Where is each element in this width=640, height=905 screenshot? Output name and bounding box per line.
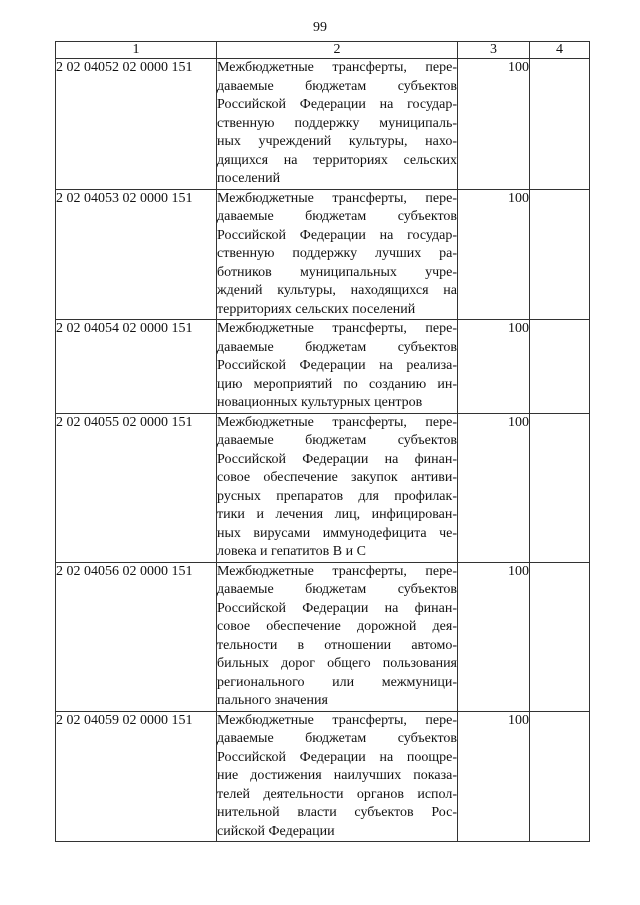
description-line: Межбюджетные трансферты, пере- xyxy=(217,712,457,728)
budget-code-cell: 2 02 04055 02 0000 151 xyxy=(56,413,217,562)
description-cell xyxy=(217,59,458,190)
description-line: Российской Федерации на финан- xyxy=(217,451,457,467)
description-line: ботников муниципальных учре- xyxy=(217,264,457,280)
table-header-row xyxy=(56,42,590,59)
header-col-1: 1 xyxy=(56,42,217,59)
description-line: даваемые бюджетам субъектов xyxy=(217,433,457,448)
description-line: пального значения xyxy=(217,693,328,708)
table-row xyxy=(56,59,590,190)
description-line: территориях сельских поселений xyxy=(217,301,416,317)
column-4-cell xyxy=(530,413,590,562)
description-cell xyxy=(217,711,458,842)
description-line: русных препаратов для профилак- xyxy=(217,488,457,504)
description-line: ственную поддержку муниципаль- xyxy=(217,115,457,131)
budget-code-cell: 2 02 04056 02 0000 151 xyxy=(56,562,217,711)
description-line: Межбюджетные трансферты, пере- xyxy=(217,563,457,579)
amount-cell: 100 xyxy=(458,320,530,414)
description-line: Межбюджетные трансферты, пере- xyxy=(217,414,457,430)
description-line: тики и лечения лиц, инфицирован- xyxy=(217,507,457,522)
column-4-cell xyxy=(530,59,590,190)
description-line: совое обеспечение дорожной дея- xyxy=(217,619,457,634)
table-row xyxy=(56,189,590,320)
description-line: телей деятельности органов испол- xyxy=(217,786,457,802)
description-line: Российской Федерации на финан- xyxy=(217,600,457,616)
page-number: 99 xyxy=(313,20,327,35)
amount-cell: 100 xyxy=(458,711,530,842)
description-line: совое обеспечение закупок антиви- xyxy=(217,470,457,485)
column-4-cell xyxy=(530,189,590,320)
description-line: ственную поддержку лучших ра- xyxy=(217,246,457,261)
description-line: дящихся на территориях сельских xyxy=(217,152,457,168)
description-line: ждений культуры, находящихся на xyxy=(217,283,457,298)
table-row xyxy=(56,413,590,562)
description-line: даваемые бюджетам субъектов xyxy=(217,582,457,597)
column-4-cell xyxy=(530,711,590,842)
description-line: ние достижения наилучших показа- xyxy=(217,768,457,783)
description-line: сийской Федерации xyxy=(217,823,335,839)
budget-code-cell: 2 02 04052 02 0000 151 xyxy=(56,59,217,190)
budget-code-cell: 2 02 04054 02 0000 151 xyxy=(56,320,217,414)
description-line: новационных культурных центров xyxy=(217,395,423,410)
amount-cell: 100 xyxy=(458,562,530,711)
budget-code-cell: 2 02 04053 02 0000 151 xyxy=(56,189,217,320)
description-line: Российской Федерации на поощре- xyxy=(217,749,457,765)
table-row xyxy=(56,320,590,414)
header-col-3: 3 xyxy=(458,42,530,59)
table-row xyxy=(56,711,590,842)
amount-cell: 100 xyxy=(458,189,530,320)
description-line: ных вирусами иммунодефицита че- xyxy=(217,525,457,541)
header-col-4: 4 xyxy=(530,42,590,59)
description-cell xyxy=(217,562,458,711)
description-line: даваемые бюджетам субъектов xyxy=(217,339,457,355)
description-line: регионального или межмуници- xyxy=(217,674,457,690)
description-line: бильных дорог общего пользования xyxy=(217,656,457,671)
column-4-cell xyxy=(530,562,590,711)
description-line: Российской Федерации на реализа- xyxy=(217,358,457,373)
budget-code-cell: 2 02 04059 02 0000 151 xyxy=(56,711,217,842)
description-line: Межбюджетные трансферты, пере- xyxy=(217,60,457,75)
description-line: поселений xyxy=(217,171,281,186)
column-4-cell xyxy=(530,320,590,414)
header-col-2: 2 xyxy=(217,42,458,59)
description-line: нительной власти субъектов Рос- xyxy=(217,805,457,820)
description-line: даваемые бюджетам субъектов xyxy=(217,78,457,94)
description-cell xyxy=(217,413,458,562)
amount-cell: 100 xyxy=(458,413,530,562)
description-line: тельности в отношении автомо- xyxy=(217,637,457,653)
table-row xyxy=(56,562,590,711)
description-cell xyxy=(217,320,458,414)
description-line: Российской Федерации на государ- xyxy=(217,97,457,112)
amount-cell: 100 xyxy=(458,59,530,190)
description-line: ных учреждений культуры, нахо- xyxy=(217,134,457,149)
budget-table xyxy=(55,41,590,842)
description-cell xyxy=(217,189,458,320)
description-line: даваемые бюджетам субъектов xyxy=(217,209,457,224)
description-line: Межбюджетные трансферты, пере- xyxy=(217,190,457,206)
description-line: Межбюджетные трансферты, пере- xyxy=(217,321,457,336)
description-line: ловека и гепатитов B и C xyxy=(217,544,366,559)
description-line: Российской Федерации на государ- xyxy=(217,227,457,243)
description-line: цию мероприятий по созданию ин- xyxy=(217,376,457,392)
description-line: даваемые бюджетам субъектов xyxy=(217,731,457,746)
